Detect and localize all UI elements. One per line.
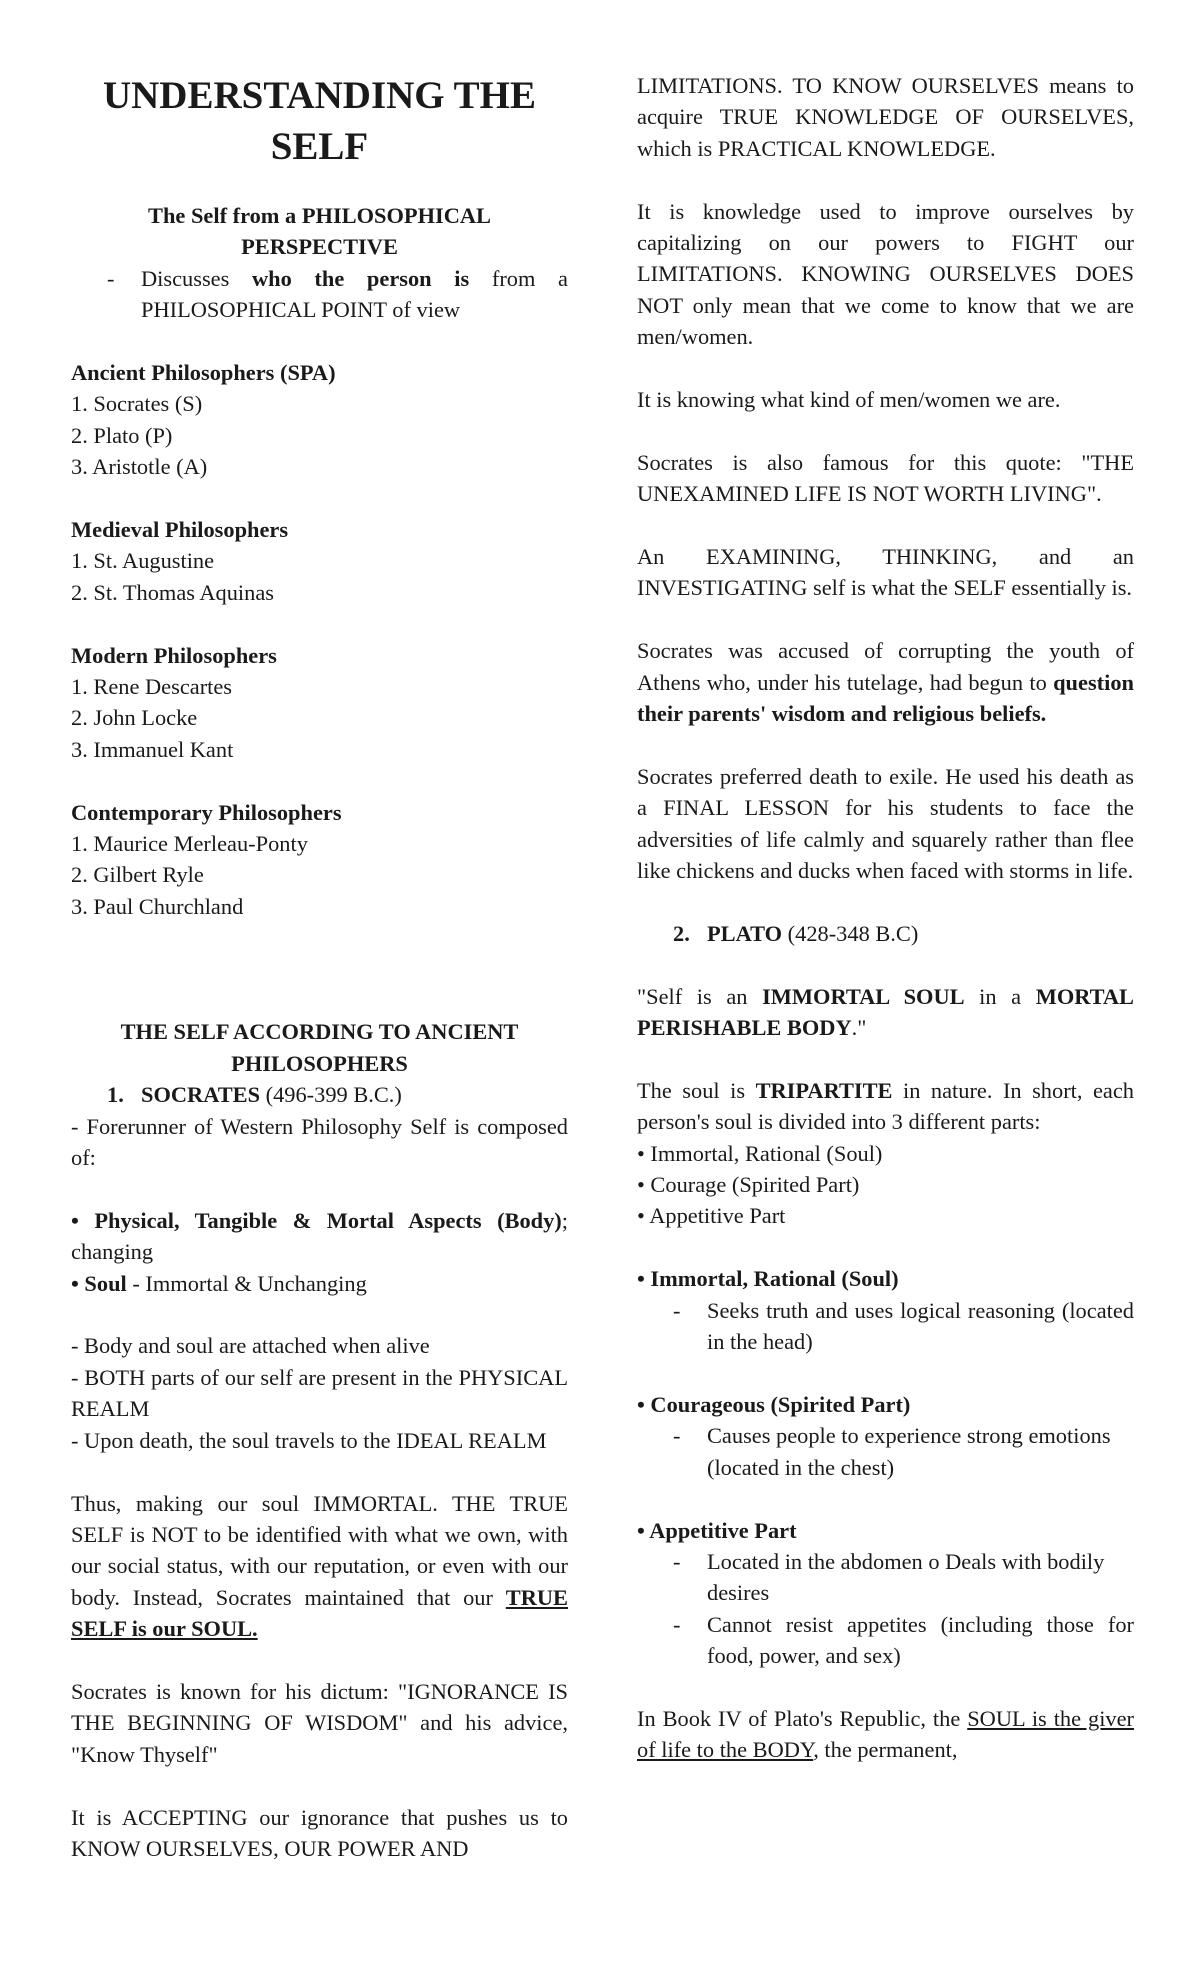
body-bullet-bold: • Physical, Tangible & Mortal Aspects (Body)	[71, 1207, 562, 1233]
plato-number: 2.	[673, 920, 690, 946]
self-is-quote	[637, 981, 1134, 1044]
courage-desc: Causes people to experience strong emotions (located in the chest)	[707, 1423, 1111, 1480]
tri-c: in nature. In short, each person's soul is divided into 3 different parts:	[637, 1077, 1134, 1135]
book-c: , the permanent,	[813, 1737, 958, 1763]
list-item: 2. Gilbert Ryle	[71, 862, 204, 888]
dash-marker: -	[673, 1611, 681, 1637]
dash-marker: -	[673, 1297, 681, 1323]
discuss-b: who the person is	[251, 265, 470, 291]
quote-paragraph: Socrates is also famous for this quote: "THE UNEXAMINED LIFE IS NOT WORTH LIVING".	[637, 449, 1134, 507]
left-column	[71, 70, 568, 1864]
discuss-item	[71, 263, 568, 326]
discuss-c: from a PHILOSOPHICAL POINT of view	[141, 265, 568, 323]
list-item: 2. John Locke	[71, 705, 198, 731]
rational-desc-item	[637, 1295, 1134, 1358]
discuss-text	[141, 263, 568, 326]
list-item: • Immortal, Rational (Soul)	[637, 1140, 883, 1166]
list-item: 1. St. Augustine	[71, 548, 215, 574]
accused-text: Socrates was accused of corrupting the youth of Athens who, under his tutelage, had begun to	[637, 638, 1134, 695]
appetitive-desc-2: Cannot resist appetites (including those for food, power, and sex)	[707, 1611, 1134, 1669]
plato-heading	[637, 918, 1134, 949]
tripartite-paragraph	[637, 1075, 1134, 1138]
list-item: 3. Immanuel Kant	[71, 736, 234, 762]
subtitle-bold: PHILOSOPHICAL PERSPECTIVE	[241, 203, 491, 260]
list-item: 1. Rene Descartes	[71, 674, 233, 700]
book-a: In Book IV of Plato's Republic, the	[637, 1705, 968, 1731]
rational-heading: • Immortal, Rational (Soul)	[637, 1266, 899, 1292]
tri-a: The soul is	[637, 1077, 756, 1103]
courage-heading: • Courageous (Spirited Part)	[637, 1391, 911, 1417]
list-item: • Appetitive Part	[637, 1203, 786, 1229]
forerunner-text: - Forerunner of Western Philosophy Self is composed of:	[71, 1113, 568, 1171]
upon-death-text: - Upon death, the soul travels to the IDEAL REALM	[71, 1427, 547, 1453]
plato-name: PLATO	[707, 920, 783, 946]
right-column	[637, 70, 1134, 1766]
both-parts-text: - BOTH parts of our self are present in the PHYSICAL REALM	[71, 1364, 568, 1422]
modern-heading: Modern Philosophers	[71, 642, 277, 668]
accepting-paragraph: It is ACCEPTING our ignorance that pushes us to KNOW OURSELVES, OUR POWER AND	[71, 1804, 568, 1861]
appetitive-desc-item-1	[637, 1546, 1134, 1609]
list-item: 3. Paul Churchland	[71, 893, 244, 919]
discuss-a: Discusses	[141, 265, 252, 291]
self-is-b: IMMORTAL SOUL	[762, 983, 965, 1009]
subtitle-prefix: The Self from a	[148, 203, 302, 228]
dictum-paragraph: Socrates is known for his dictum: "IGNORANCE IS THE BEGINNING OF WISDOM" and his advice, "Know Thyself"	[71, 1678, 568, 1767]
examining-paragraph: An EXAMINING, THINKING, and an INVESTIGATING self is what the SELF essentially is.	[637, 544, 1134, 601]
list-item: 1. Socrates (S)	[71, 391, 203, 417]
self-is-e: ."	[851, 1015, 867, 1041]
medieval-heading: Medieval Philosophers	[71, 517, 289, 543]
attached-text: - Body and soul are attached when alive	[71, 1333, 430, 1359]
thus-text: Thus, making our soul IMMORTAL. THE TRUE SELF is NOT to be identified with what we own, with our social status, with our reputation, or even with our body. Instead, Socrates maintained that our	[71, 1490, 568, 1610]
contemporary-heading: Contemporary Philosophers	[71, 799, 342, 825]
self-is-c: in a	[964, 983, 1036, 1009]
document-title	[71, 70, 568, 172]
rational-desc: Seeks truth and uses logical reasoning (located in the head)	[707, 1297, 1134, 1355]
death-paragraph: Socrates preferred death to exile. He used his death as a FINAL LESSON for his students to face the adversities of life calmly and squarely rather than flee like chickens and ducks when faced with storms in life.	[637, 763, 1134, 884]
dash-marker: -	[673, 1548, 681, 1574]
dash-marker: -	[107, 265, 115, 291]
accused-paragraph	[637, 635, 1134, 729]
title-line-1: UNDERSTANDING THE	[102, 74, 537, 117]
list-item: • Courage (Spirited Part)	[637, 1172, 860, 1198]
appetitive-heading: • Appetitive Part	[637, 1517, 797, 1543]
accused-bold: question their parents' wisdom and religious beliefs.	[637, 669, 1134, 727]
socrates-number: 1.	[107, 1082, 124, 1108]
socrates-dates: (496-399 B.C.)	[260, 1082, 402, 1108]
appetitive-desc-1: Located in the abdomen o Deals with bodily desires	[707, 1548, 1105, 1606]
list-item: 2. St. Thomas Aquinas	[71, 579, 274, 605]
list-item: 1. Maurice Merleau-Ponty	[71, 831, 308, 857]
knowledge-paragraph: It is knowledge used to improve ourselves by capitalizing on our powers to FIGHT our LIMITATIONS. KNOWING OURSELVES DOES NOT only mean that we come to know that we are men/women.	[637, 198, 1134, 350]
soul-bullet-bold: • Soul	[71, 1270, 127, 1296]
tri-b: TRIPARTITE	[755, 1077, 893, 1103]
subtitle	[71, 200, 568, 263]
book-iv-paragraph	[637, 1703, 1134, 1766]
list-item: 3. Aristotle (A)	[71, 454, 208, 480]
plato-title	[707, 918, 918, 949]
socrates-heading	[71, 1079, 568, 1110]
ancient-heading: Ancient Philosophers (SPA)	[71, 360, 336, 386]
appetitive-desc-item-2	[637, 1609, 1134, 1672]
what-kind-paragraph: It is knowing what kind of men/women we are.	[637, 387, 1061, 413]
dash-marker: -	[673, 1423, 681, 1449]
body-bullet-rest: ; changing	[71, 1207, 568, 1265]
soul-bullet	[71, 1268, 568, 1299]
list-item: 2. Plato (P)	[71, 422, 173, 448]
limitations-paragraph: LIMITATIONS. TO KNOW OURSELVES means to acquire TRUE KNOWLEDGE OF OURSELVES, which is PRACTICAL KNOWLEDGE.	[637, 73, 1134, 161]
title-line-2: SELF	[270, 125, 369, 168]
socrates-title	[141, 1079, 402, 1110]
section-heading: THE SELF ACCORDING TO ANCIENT PHILOSOPHERS	[120, 1019, 519, 1076]
plato-dates: (428-348 B.C)	[782, 920, 919, 946]
self-is-a: "Self is an	[637, 983, 763, 1009]
courage-desc-item	[637, 1420, 1134, 1483]
soul-bullet-rest: - Immortal & Unchanging	[126, 1270, 367, 1296]
true-self-emphasis: TRUE SELF is our SOUL.	[71, 1584, 568, 1642]
self-is-d: MORTAL PERISHABLE BODY	[637, 983, 1134, 1041]
book-b-underlined: SOUL is the giver of life to the BODY	[637, 1705, 1135, 1763]
thus-paragraph	[71, 1488, 568, 1645]
body-bullet	[71, 1205, 568, 1268]
socrates-name: SOCRATES	[141, 1082, 261, 1108]
